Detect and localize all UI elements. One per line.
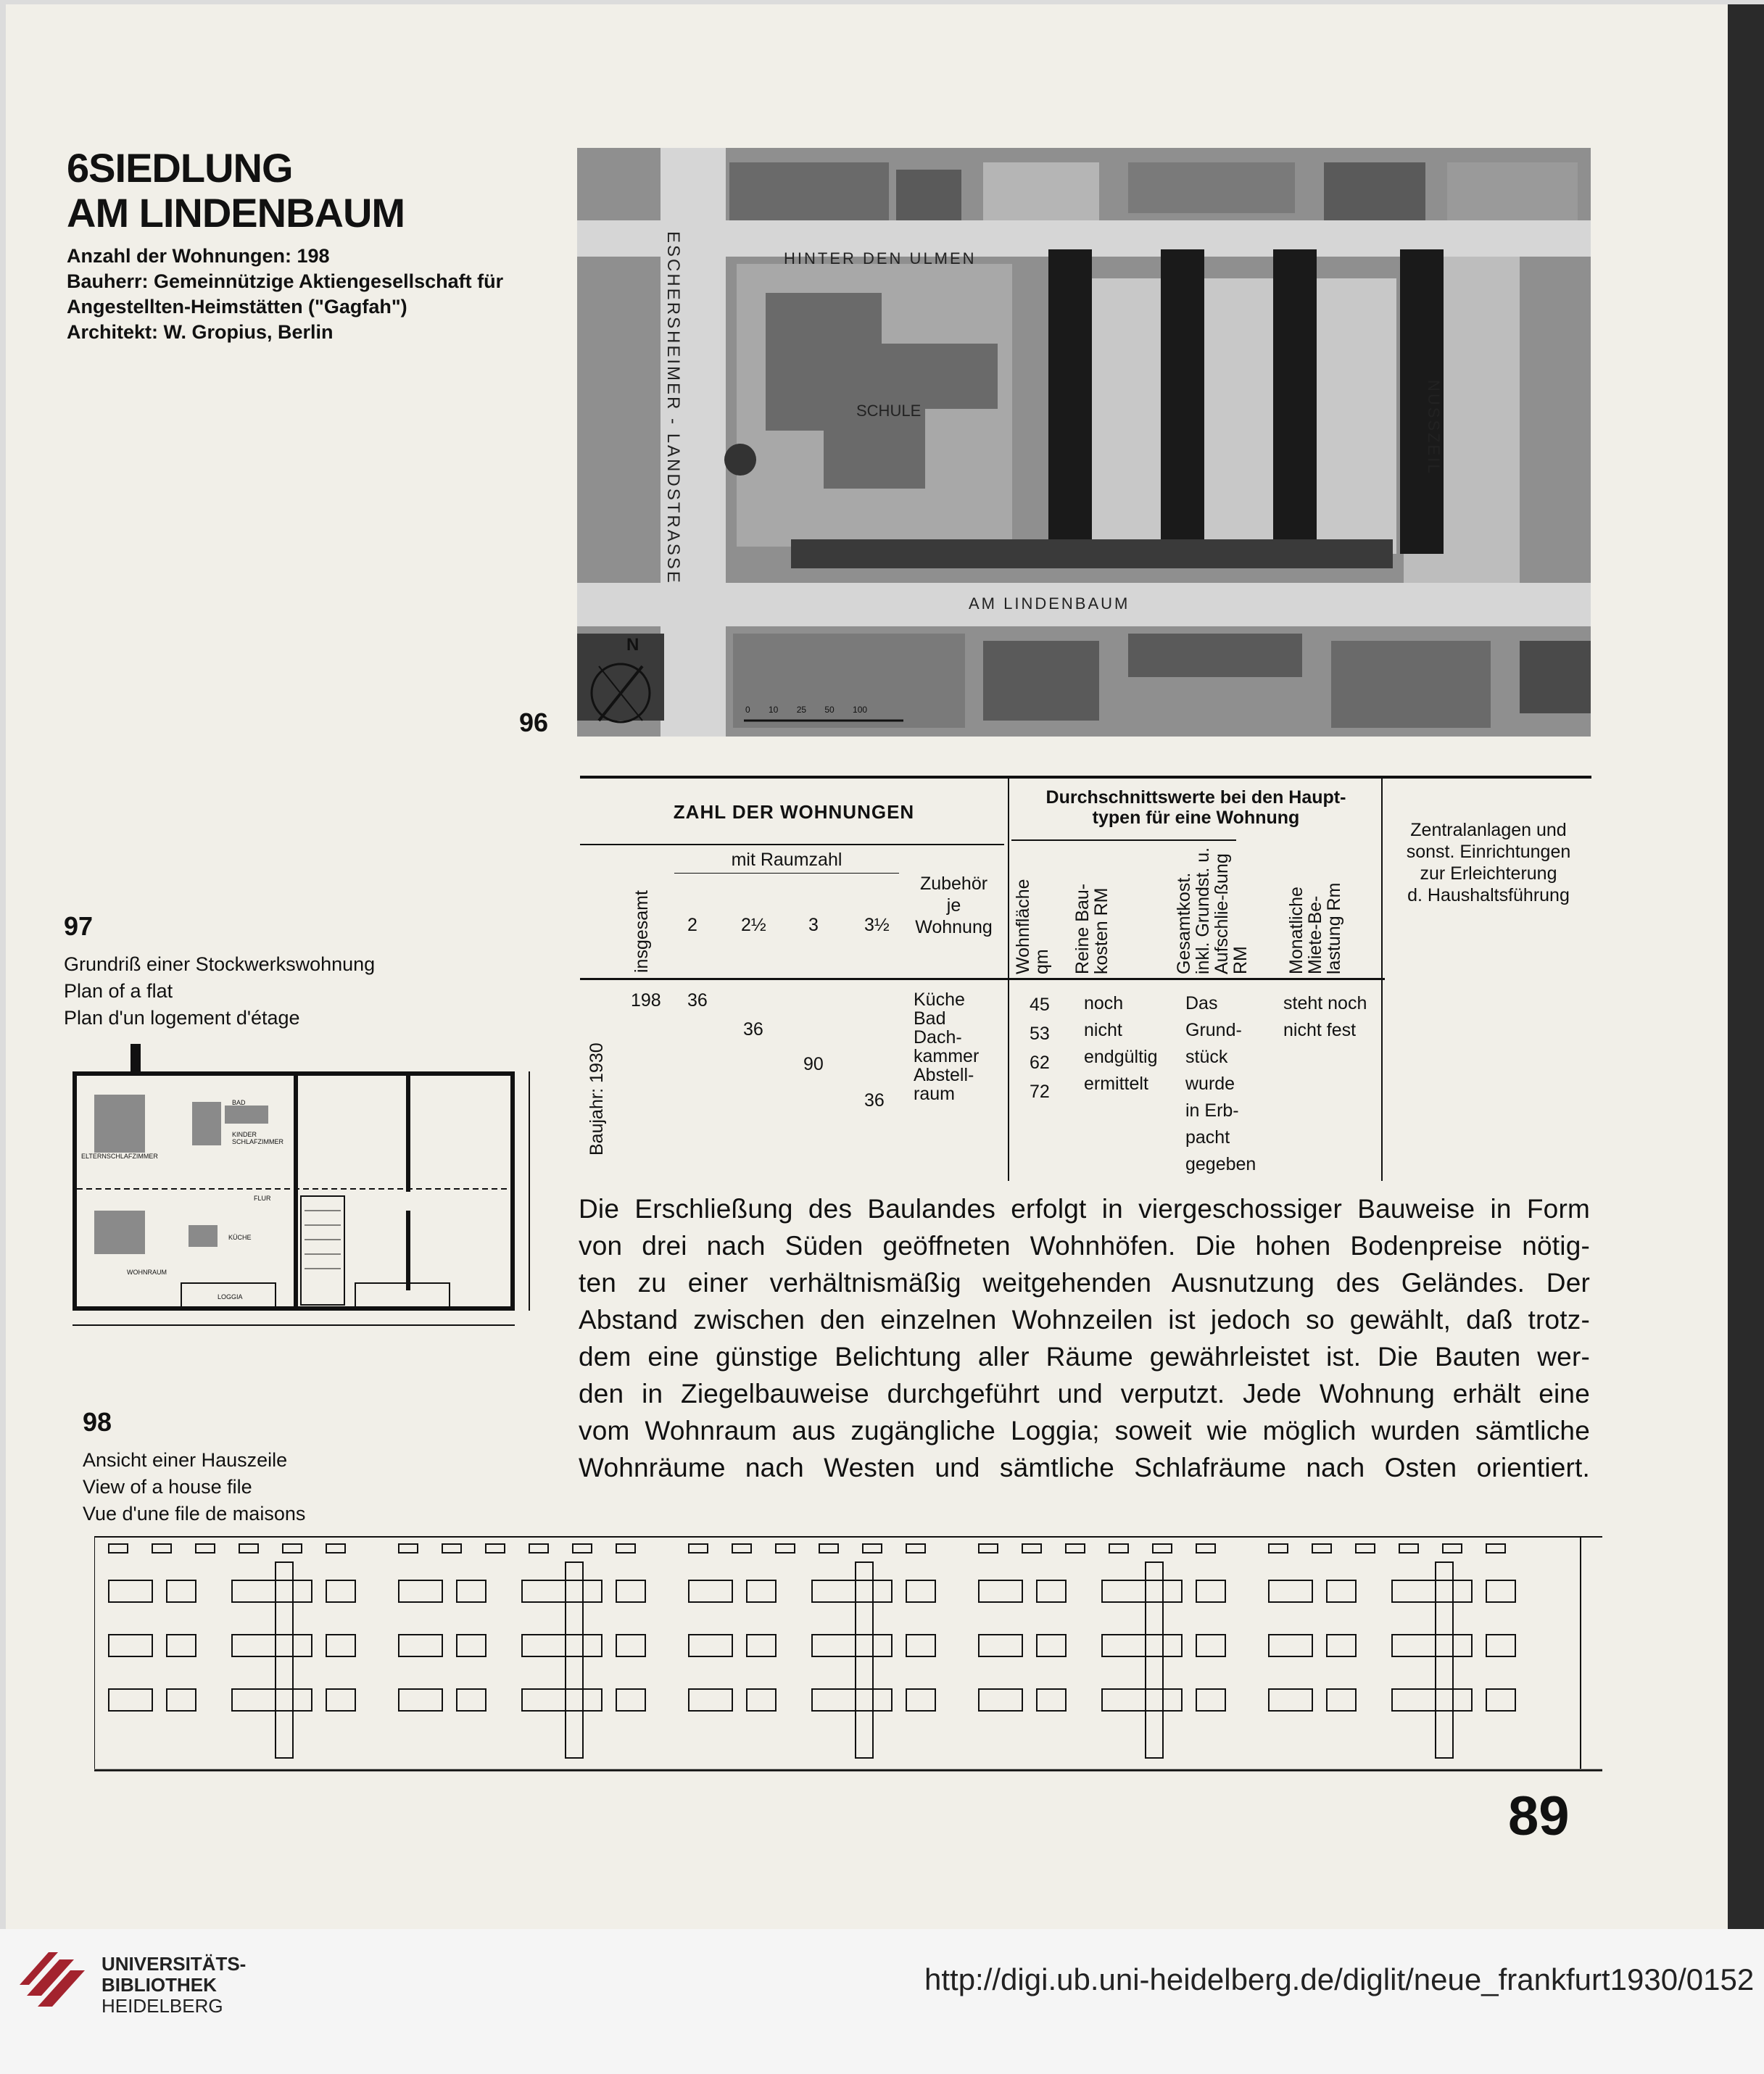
elevation-window bbox=[522, 1580, 602, 1602]
house-row-elevation bbox=[94, 1530, 1602, 1783]
count-3-5: 36 bbox=[864, 1090, 885, 1111]
col-zubehoer: Zubehör je Wohnung bbox=[915, 874, 993, 937]
elevation-window bbox=[1436, 1562, 1453, 1758]
elevation-window bbox=[1356, 1544, 1375, 1553]
elevation-window bbox=[1392, 1689, 1472, 1711]
page-number: 89 bbox=[1508, 1785, 1570, 1847]
elevation-window bbox=[1037, 1689, 1066, 1711]
elevation-window bbox=[529, 1544, 548, 1553]
elevation-window bbox=[326, 1544, 345, 1553]
elevation-window bbox=[616, 1689, 645, 1711]
elevation-window bbox=[819, 1544, 838, 1553]
elevation-window bbox=[232, 1580, 312, 1602]
area-values: 45 53 62 72 bbox=[1030, 995, 1050, 1102]
elevation-window bbox=[442, 1544, 461, 1553]
title-line-2: AM LINDENBAUM bbox=[67, 190, 405, 236]
elevation-window bbox=[1022, 1544, 1041, 1553]
elevation-window bbox=[979, 1580, 1022, 1602]
elevation-window bbox=[979, 1544, 998, 1553]
elevation-window bbox=[1269, 1689, 1312, 1711]
elevation-window bbox=[167, 1635, 196, 1656]
apartments-count: Anzahl der Wohnungen: 198 bbox=[67, 245, 330, 267]
street-hinter-den-ulmen: HINTER DEN ULMEN bbox=[784, 249, 977, 267]
baujahr: Baujahr: 1930 bbox=[587, 1042, 607, 1156]
body-line: dem eine günstige Belichtung aller Räume gewährleistet ist. Die Bauten wer- bbox=[579, 1342, 1590, 1372]
elevation-window bbox=[1486, 1544, 1505, 1553]
elevation-window bbox=[457, 1689, 486, 1711]
section-number: 6 bbox=[67, 145, 89, 191]
table-header-zahl: ZAHL DER WOHNUNGEN bbox=[673, 801, 915, 823]
title-line-1 bbox=[67, 146, 293, 190]
figure-97-caption-fr: Plan d'un logement d'étage bbox=[64, 1007, 300, 1029]
scale-label: 0 10 25 50 100 bbox=[745, 705, 868, 715]
elevation-window bbox=[616, 1635, 645, 1656]
elevation-window bbox=[1146, 1562, 1163, 1758]
count-2-5: 36 bbox=[743, 1019, 763, 1040]
elevation-window bbox=[276, 1562, 293, 1758]
title-siedlung: SIEDLUNG bbox=[88, 145, 293, 191]
elevation-window bbox=[1327, 1580, 1356, 1602]
room-bad: BAD bbox=[232, 1099, 246, 1106]
body-paragraph bbox=[579, 1190, 1590, 1486]
elevation-window bbox=[283, 1544, 302, 1553]
elevation-window bbox=[1269, 1635, 1312, 1656]
heading-meta bbox=[67, 244, 560, 345]
elevation-window bbox=[1392, 1635, 1472, 1656]
elevation-window bbox=[457, 1580, 486, 1602]
elevation-window bbox=[747, 1689, 776, 1711]
client-line-1: Bauherr: Gemeinnützige Aktiengesellschaft für bbox=[67, 270, 504, 292]
figure-98-caption bbox=[83, 1447, 305, 1527]
elevation-window bbox=[979, 1689, 1022, 1711]
elevation-window bbox=[616, 1544, 635, 1553]
elevation-window bbox=[1066, 1544, 1085, 1553]
elevation-window bbox=[522, 1635, 602, 1656]
elevation-window bbox=[1269, 1580, 1312, 1602]
elevation-window bbox=[326, 1689, 355, 1711]
footer-url[interactable]: http://digi.ub.uni-heidelberg.de/diglit/neue_frankfurt1930/0152 bbox=[924, 1962, 1755, 1996]
figure-98-caption-de: Ansicht einer Hauszeile bbox=[83, 1449, 288, 1471]
footer bbox=[0, 1929, 1764, 2074]
elevation-window bbox=[196, 1544, 215, 1553]
elevation-window bbox=[1399, 1544, 1418, 1553]
zubehoer-values: Küche Bad Dach- kammer Abstell- raum bbox=[914, 990, 980, 1104]
total-count: 198 bbox=[631, 990, 661, 1011]
elevation-window bbox=[1102, 1580, 1182, 1602]
miete-values: steht noch nicht fest bbox=[1283, 993, 1367, 1040]
elevation-window bbox=[239, 1544, 258, 1553]
elevation-window bbox=[1486, 1689, 1515, 1711]
elevation-window bbox=[399, 1635, 442, 1656]
figure-98-number: 98 bbox=[83, 1407, 112, 1437]
elevation-window bbox=[399, 1689, 442, 1711]
elevation-window bbox=[109, 1544, 128, 1553]
figure-96-number: 96 bbox=[519, 708, 549, 737]
floor-plan-svg bbox=[65, 1044, 558, 1334]
elevation-window bbox=[457, 1635, 486, 1656]
book-gutter bbox=[1728, 4, 1764, 1929]
client-line-2: Angestellten-Heimstätten ("Gagfah") bbox=[67, 296, 407, 318]
room-kueche: KÜCHE bbox=[228, 1234, 252, 1241]
elevation-window bbox=[856, 1562, 873, 1758]
elevation-window bbox=[522, 1689, 602, 1711]
elevation-window bbox=[1196, 1635, 1225, 1656]
elevation-window bbox=[326, 1580, 355, 1602]
room-loggia: LOGGIA bbox=[218, 1293, 243, 1301]
elevation-window bbox=[1196, 1544, 1215, 1553]
body-line: vom Wohnraum aus zugängliche Loggia; soweit wie möglich wurden sämtliche bbox=[579, 1416, 1590, 1445]
site-plan-photo bbox=[577, 148, 1591, 737]
elevation-window bbox=[1327, 1635, 1356, 1656]
elevation-window bbox=[486, 1544, 505, 1553]
elevation-window bbox=[167, 1689, 196, 1711]
elevation-window bbox=[1153, 1544, 1172, 1553]
col-rooms-3-5: 3½ bbox=[864, 915, 890, 935]
elevation-window bbox=[812, 1635, 892, 1656]
figure-97-caption bbox=[64, 951, 375, 1032]
count-2: 36 bbox=[687, 990, 708, 1011]
col-wohnflaeche: Wohnfläche qm bbox=[1013, 879, 1052, 974]
figure-97-caption-de: Grundriß einer Stockwerkswohnung bbox=[64, 953, 376, 975]
elevation-window bbox=[732, 1544, 751, 1553]
elevation-window bbox=[566, 1562, 583, 1758]
figure-97-caption-en: Plan of a flat bbox=[64, 980, 173, 1002]
elevation-window bbox=[689, 1580, 732, 1602]
elevation-window bbox=[1486, 1635, 1515, 1656]
elevation-window bbox=[906, 1544, 925, 1553]
elevation-window bbox=[152, 1544, 171, 1553]
elevation-window bbox=[232, 1689, 312, 1711]
table-header-zentral: Zentralanlagen und sonst. Einrichtungen zur Erleichterung d. Haushaltsführung bbox=[1406, 820, 1571, 905]
elevation-window bbox=[1312, 1544, 1331, 1553]
elevation-window bbox=[167, 1580, 196, 1602]
col-insgesamt: insgesamt bbox=[632, 890, 652, 973]
elevation-window bbox=[863, 1544, 882, 1553]
elevation-window bbox=[1102, 1689, 1182, 1711]
col-mit-raumzahl: mit Raumzahl bbox=[731, 850, 842, 870]
street-nusszeil: NUSSZEIL bbox=[1425, 380, 1443, 476]
col-rooms-2-5: 2½ bbox=[741, 915, 766, 935]
elevation-window bbox=[776, 1544, 795, 1553]
reine-values: noch nicht endgültig ermittelt bbox=[1084, 993, 1158, 1094]
figure-97-number: 97 bbox=[64, 911, 94, 941]
library-logo-icon bbox=[16, 1945, 88, 2017]
elevation-window bbox=[1269, 1544, 1288, 1553]
elevation-window bbox=[326, 1635, 355, 1656]
figure-98-caption-fr: Vue d'une file de maisons bbox=[83, 1503, 306, 1525]
elevation-window bbox=[906, 1689, 935, 1711]
col-miete: Monatliche Miete-Be-lastung Rm bbox=[1286, 882, 1344, 974]
elevation-window bbox=[689, 1689, 732, 1711]
elevation-window bbox=[979, 1635, 1022, 1656]
room-eltern: ELTERNSCHLAFZIMMER bbox=[81, 1153, 158, 1160]
school-label: SCHULE bbox=[856, 402, 922, 420]
elevation-window bbox=[1109, 1544, 1128, 1553]
elevation-window bbox=[747, 1635, 776, 1656]
floor-plan bbox=[65, 1044, 558, 1334]
elevation-window bbox=[812, 1580, 892, 1602]
elevation-window bbox=[1037, 1580, 1066, 1602]
elevation-window bbox=[906, 1580, 935, 1602]
elevation-window bbox=[906, 1635, 935, 1656]
col-reine-baukosten: Reine Bau-kosten RM bbox=[1072, 883, 1111, 974]
elevation-window bbox=[689, 1544, 708, 1553]
body-line: den in Ziegelbauweise durchgeführt und verputzt. Jede Wohnung erhält eine bbox=[579, 1379, 1590, 1409]
room-flur: FLUR bbox=[254, 1195, 271, 1202]
elevation-window bbox=[1196, 1689, 1225, 1711]
gesamt-values: Das Grund- stück wurde in Erb- pacht gegeben bbox=[1185, 993, 1256, 1174]
body-line: von drei nach Süden geöffneten Wohnhöfen. Die hohen Bodenpreise nötig- bbox=[579, 1231, 1590, 1261]
body-line: ten zu einer verhältnismäßig weitgehenden Ausnutzung des Geländes. Der bbox=[579, 1268, 1590, 1298]
elevation-window bbox=[399, 1580, 442, 1602]
col-gesamtkosten: Gesamtkost. inkl. Grundst. u. Aufschlie-ßung RM bbox=[1174, 847, 1251, 974]
elevation-window bbox=[1102, 1635, 1182, 1656]
count-3: 90 bbox=[803, 1054, 824, 1074]
elevation-window bbox=[109, 1689, 152, 1711]
body-line: Die Erschließung des Baulandes erfolgt in viergeschossiger Bauweise in Form bbox=[579, 1194, 1590, 1224]
figure-98-caption-en: View of a house file bbox=[83, 1476, 252, 1498]
elevation-window bbox=[747, 1580, 776, 1602]
col-rooms-3: 3 bbox=[808, 915, 819, 935]
elevation-window bbox=[109, 1635, 152, 1656]
elevation-window bbox=[1443, 1544, 1462, 1553]
body-line: Wohnräume nach Westen und sämtliche Schlafräume nach Osten orientiert. bbox=[579, 1453, 1590, 1482]
library-name: UNIVERSITÄTS- BIBLIOTHEK HEIDELBERG bbox=[102, 1953, 247, 2017]
room-kinder: KINDER SCHLAFZIMMER bbox=[232, 1131, 284, 1145]
street-am-lindenbaum: AM LINDENBAUM bbox=[969, 594, 1130, 613]
elevation-window bbox=[1037, 1635, 1066, 1656]
elevation-window bbox=[232, 1635, 312, 1656]
col-rooms-2: 2 bbox=[687, 915, 697, 935]
table-header-durchschnitt: Durchschnittswerte bei den Haupt- typen für eine Wohnung bbox=[1045, 787, 1346, 828]
elevation-window bbox=[1196, 1580, 1225, 1602]
elevation-window bbox=[1327, 1689, 1356, 1711]
body-line: Abstand zwischen den einzelnen Wohnzeilen ist jedoch so gewählt, daß trotz- bbox=[579, 1305, 1590, 1335]
architect: Architekt: W. Gropius, Berlin bbox=[67, 321, 334, 343]
elevation-svg bbox=[94, 1530, 1602, 1783]
room-wohnraum: WOHNRAUM bbox=[127, 1269, 167, 1276]
elevation-window bbox=[1486, 1580, 1515, 1602]
elevation-window bbox=[399, 1544, 418, 1553]
street-eschersheimer: ESCHERSHEIMER - LANDSTRASSE bbox=[663, 231, 683, 585]
elevation-window bbox=[812, 1689, 892, 1711]
elevation-window bbox=[1392, 1580, 1472, 1602]
elevation-window bbox=[109, 1580, 152, 1602]
elevation-window bbox=[616, 1580, 645, 1602]
housing-table bbox=[580, 771, 1591, 1177]
elevation-window bbox=[573, 1544, 592, 1553]
elevation-window bbox=[689, 1635, 732, 1656]
north-label: N bbox=[626, 635, 639, 655]
